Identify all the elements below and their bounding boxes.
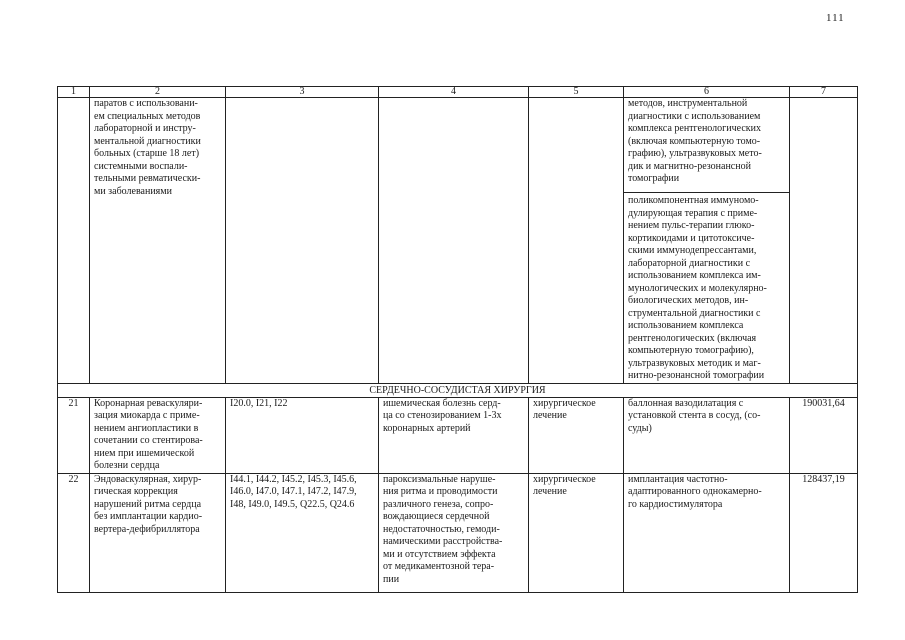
icd-codes: I20.0, I21, I22	[226, 397, 379, 473]
patient-model: ишемическая болезнь серд- ца со стенозированием 1-3х коронарных артерий	[379, 397, 529, 473]
column-number-row	[58, 87, 858, 98]
column-number: 4	[379, 87, 529, 98]
icd-codes: I44.1, I44.2, I45.2, I45.3, I45.6, I46.0, I47.0, I47.1, I47.2, I47.9, I48, I49.0, I49.5, Q22.5, Q24.6	[226, 473, 379, 592]
cost-norm: 128437,19	[790, 473, 858, 592]
treatment-method: баллонная вазодилатация с установкой стента в сосуд, (со- суды)	[624, 397, 790, 473]
services-table	[57, 86, 858, 593]
column-number: 2	[90, 87, 226, 98]
column-number: 6	[624, 87, 790, 98]
column-number: 1	[58, 87, 90, 98]
method-text-part2: поликомпонентная иммуномо- дулирующая терапия с приме- нением пульс-терапии глюко- кортикоидами и цитотоксиче- скими иммунодепрессантами, лабораторной диагностики с использованием комплекса им- мунологических и молекулярно- биологических методов, ин- струментальной диагностики с использованием комплекса рентгенологических (включая компьютерную томографию), ультразвуковых методик и маг- нитно-резонансной томографии	[628, 195, 767, 381]
row-number: 21	[58, 397, 90, 473]
cost-norm: 190031,64	[790, 397, 858, 473]
care-name-text: паратов с использовани- ем специальных методов лабораторной и инстру- ментальной диагностики больных (старше 18 лет) системными воспали- тельными ревматически- ми заболеваниями	[94, 98, 201, 197]
table-row	[58, 473, 858, 592]
method-cell	[624, 98, 790, 384]
column-number: 3	[226, 87, 379, 98]
norm-cell	[790, 98, 858, 384]
treatment-type: хирургическое лечение	[529, 397, 624, 473]
icd-codes-cell	[226, 98, 379, 384]
page-number: 111	[826, 12, 845, 24]
patient-model-cell	[379, 98, 529, 384]
treatment-method: имплантация частотно- адаптированного однокамерно- го кардиостимулятора	[624, 473, 790, 592]
care-name: Эндоваскулярная, хирур- гическая коррекция нарушений ритма сердца без имплантации кардио- вертера-дефибриллятора	[90, 473, 226, 592]
continued-row	[58, 98, 858, 384]
method-text-part1: методов, инструментальной диагностики с использованием комплекса рентгенологических (включая компьютерную томо- графию), ультразвуковых мето- дик и магнитно-резонансной томографии	[624, 98, 789, 193]
patient-model: пароксизмальные наруше- ния ритма и проводимости различного генеза, сопро- вождающиеся сердечной недостаточностью, гемоди- намическими расстройства- ми и отсутствием эффекта от медикаментозной тера- пии	[379, 473, 529, 592]
care-name: Коронарная реваскуляри- зация миокарда с приме- нением ангиопластики в сочетании со стентирова- нием при ишемической болезни сердца	[90, 397, 226, 473]
treatment-type: хирургическое лечение	[529, 473, 624, 592]
row-number-cell	[58, 98, 90, 384]
section-title: СЕРДЕЧНО-СОСУДИСТАЯ ХИРУРГИЯ	[58, 383, 858, 397]
care-name-cell	[90, 98, 226, 384]
row-number: 22	[58, 473, 90, 592]
treatment-type-cell	[529, 98, 624, 384]
table-row	[58, 397, 858, 473]
section-row	[58, 383, 858, 397]
column-number: 5	[529, 87, 624, 98]
column-number: 7	[790, 87, 858, 98]
